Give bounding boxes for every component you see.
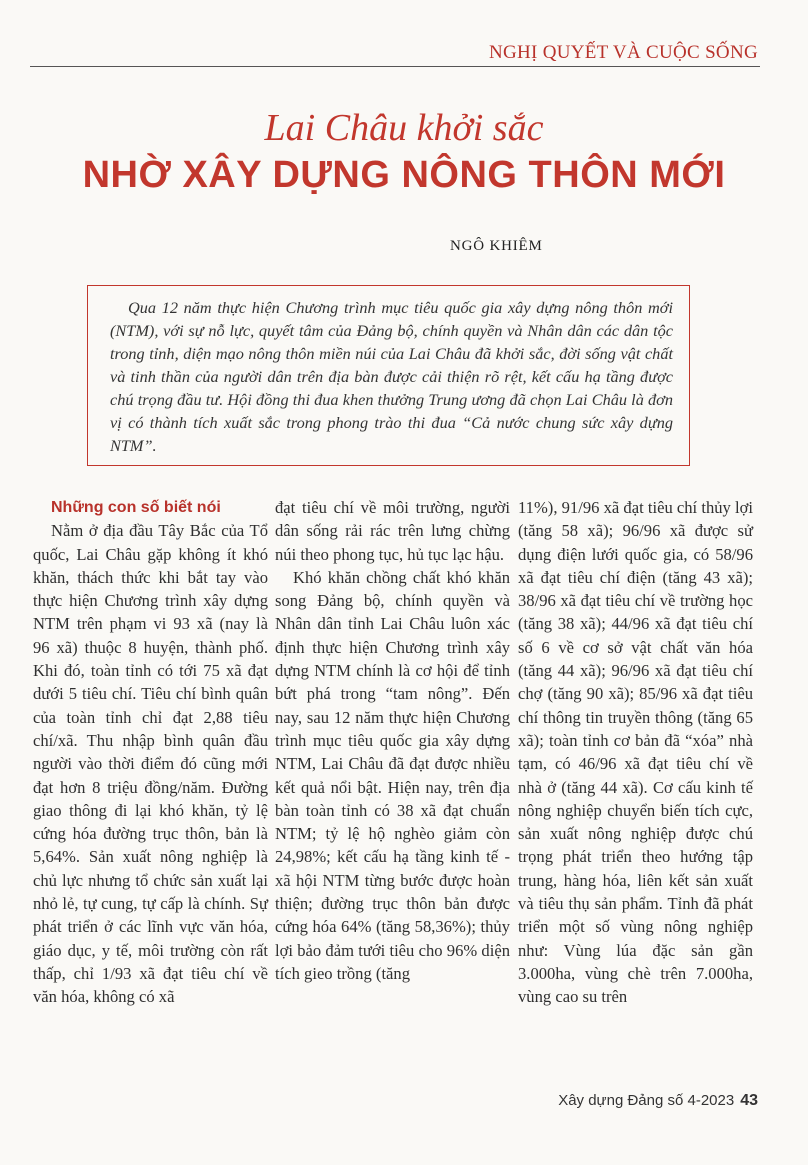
paragraph: Khó khăn chồng chất khó khăn song Đảng bộ, chính quyền và Nhân dân tỉnh Lai Châu luôn xác định thực hiện Chương trình xây dựng NTM chính là cơ hội để tỉnh bứt phá trong “tam nông”. Đến nay, sau 12 năm thực hiện Chương trình mục tiêu quốc gia xây dựng NTM, Lai Châu đã đạt được nhiều kết quả nổi bật. Hiện nay, trên địa bàn toàn tỉnh có 38 xã đạt chuẩn NTM; tỷ lệ hộ nghèo giảm còn 24,98%; kết cấu hạ tầng kinh tế - xã hội NTM từng bước được hoàn thiện; đường trục thôn bản được cứng hóa 64% (tăng 58,36%); thủy lợi bảo đảm tưới tiêu cho 96% diện tích gieo trồng (tăng xyxy=(275,567,510,983)
author-byline: NGÔ KHIÊM xyxy=(450,238,543,254)
header-rule xyxy=(30,66,760,67)
page-number: 43 xyxy=(740,1092,758,1109)
text-column-3 xyxy=(518,496,753,1009)
text-column-1 xyxy=(33,496,268,1009)
abstract-box: Qua 12 năm thực hiện Chương trình mục tiêu quốc gia xây dựng nông thôn mới (NTM), với sự nỗ lực, quyết tâm của Đảng bộ, chính quyền và Nhân dân các dân tộc trong tỉnh, diện mạo nông thôn miền núi của Lai Châu đã khởi sắc, đời sống vật chất và tinh thần của người dân trên địa bàn được cải thiện rõ rệt, kết cấu hạ tầng được chú trọng đầu tư. Hội đồng thi đua khen thưởng Trung ương đã chọn Lai Châu là đơn vị có thành tích xuất sắc trong phong trào thi đua “Cả nước chung sức xây dựng NTM”. xyxy=(87,285,690,466)
article-title-line-2: NHỜ XÂY DỰNG NÔNG THÔN MỚI xyxy=(82,154,726,196)
paragraph: Nằm ở địa đầu Tây Bắc của Tổ quốc, Lai Châu gặp không ít khó khăn, thách thức khi bắt tay vào thực hiện Chương trình xây dựng NTM trên phạm vi 93 xã (nay là 96 xã) thuộc 8 huyện, thành phố. Khi đó, toàn tỉnh có tới 75 xã đạt dưới 5 tiêu chí. Tiêu chí bình quân của toàn tỉnh chỉ đạt 2,88 tiêu chí/xã. Thu nhập bình quân đầu người vào thời điểm đó cũng mới đạt hơn 8 triệu đồng/năm. Đường giao thông đi lại khó khăn, tỷ lệ cứng hóa đường trục thôn, bản là 5,64%. Sản xuất nông nghiệp là chủ lực nhưng tổ chức sản xuất lại nhỏ lẻ, tự cung, tự cấp là chính. Sự phát triển ở các lĩnh vực văn hóa, giáo dục, y tế, môi trường còn rất thấp, chỉ 1/93 xã đạt tiêu chí về văn hóa, không có xã xyxy=(33,521,268,1007)
paragraph: 11%), 91/96 xã đạt tiêu chí thủy lợi (tăng 58 xã); 96/96 xã được sử dụng điện lưới quốc gia, có 58/96 xã đạt tiêu chí điện (tăng 43 xã); 38/96 xã đạt tiêu chí về trường học (tăng 38 xã); 44/96 xã đạt tiêu chí số 6 về cơ sở vật chất văn hóa (tăng 44 xã); 96/96 xã đạt tiêu chí chợ (tăng 90 xã); 85/96 xã đạt tiêu chí thông tin truyền thông (tăng 65 xã); toàn tỉnh cơ bản đã “xóa” nhà tạm, có 46/96 xã đạt tiêu chí về nhà ở (tăng 44 xã). Cơ cấu kinh tế nông nghiệp chuyển biến tích cực, sản xuất nông nghiệp được chú trọng phát triển theo hướng tập trung, hàng hóa, liên kết sản xuất và tiêu thụ sản phẩm. Tỉnh đã phát triển một số vùng nông nghiệp như: Vùng lúa đặc sản gần 3.000ha, vùng chè trên 7.000ha, vùng cao su trên xyxy=(518,498,753,1007)
article-title-line-1: Lai Châu khởi sắc xyxy=(264,107,544,149)
paragraph: đạt tiêu chí về môi trường, người dân sống rải rác trên lưng chừng núi theo phong tục, hủ tục lạc hậu. xyxy=(275,498,510,564)
section-subheading: Những con số biết nói xyxy=(51,499,221,516)
magazine-issue: Xây dựng Đảng số 4-2023 xyxy=(558,1092,735,1109)
text-column-2 xyxy=(275,496,510,985)
page-footer xyxy=(558,1092,758,1110)
section-title: NGHỊ QUYẾT VÀ CUỘC SỐNG xyxy=(488,42,758,63)
